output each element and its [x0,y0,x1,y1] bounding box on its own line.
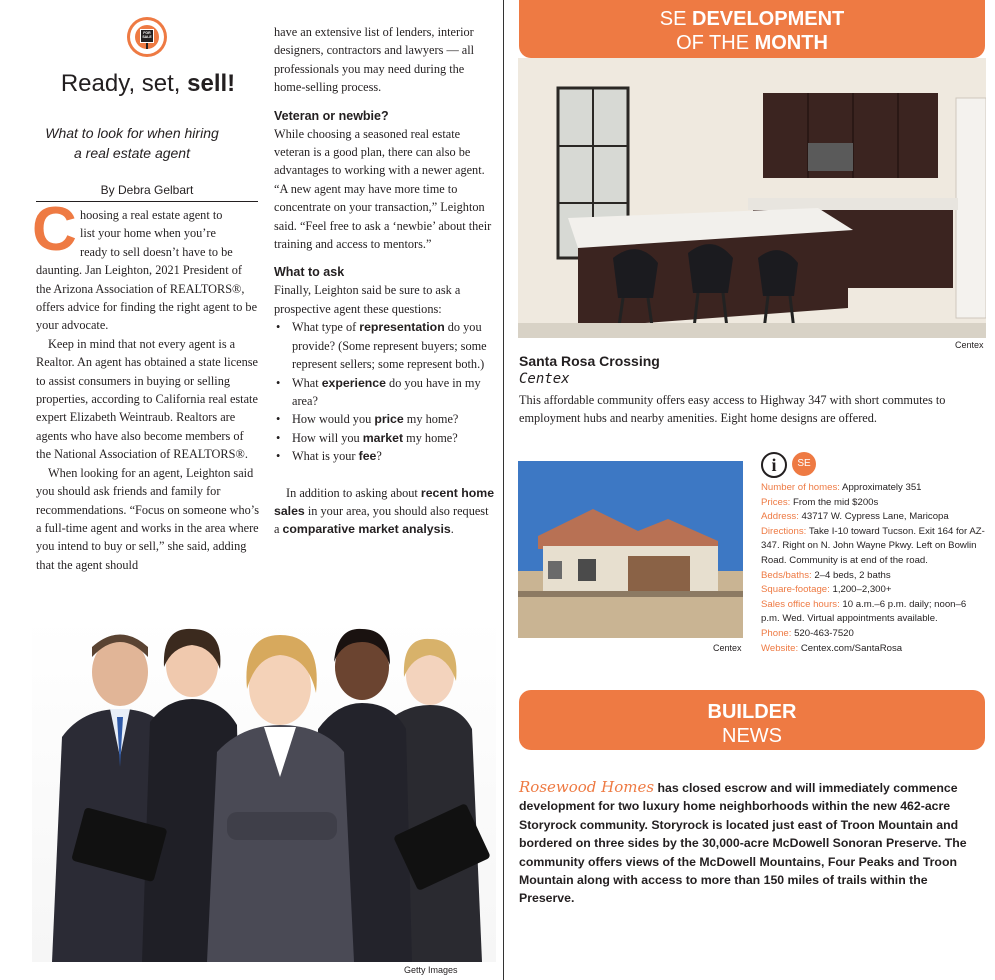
builder-news-text: Rosewood Homes has closed escrow and will immediately commence development for two luxury home neighborhoods within the new 462-acre Storyrock community. Storyrock is located just east of Troon Mountain and bordered on three sides by the 30,000-acre McDowell Sonoran Preserve. The community offers views of the McDowell Mountains, Four Peaks and Troon Mountain along with access to more than 150 miles of trails within the Preserve. [519,778,967,906]
info-row: Directions: Take I-10 toward Tucson. Exit 164 for AZ-347. Right on N. John Wayne Pkwy. Left on Bowlin Road. Community is at end of the road. [761,525,985,566]
paragraph: When looking for an agent, Leighton said you should ask friends and family for recommendations. “Focus on someone who’s a full-time agent and works in the area where you intend to buy or sell,” she said, adding that the agent should [36,465,260,572]
drop-cap: C [32,195,77,264]
paragraph: daunting. Jan Leighton, 2021 President of the Arizona Association of REALTORS®, offers advice for finding the right agent to be your advocate. [36,263,258,333]
community-info-list [761,481,987,656]
info-row: Number of homes: Approximately 351 [761,482,922,493]
intro-lines: hoosing a real estate agent to list your home when you’re ready to sell doesn’t have to be [80,208,233,259]
page-divider [503,0,504,980]
info-row: Beds/baths: 2–4 beds, 2 baths [761,569,891,581]
paragraph: have an extensive list of lenders, interior designers, contractors and lawyers — all professionals you may need during the home-selling process. [274,25,475,95]
article-column-2 [274,23,496,539]
list-item: • What is your fee? [274,447,496,465]
photo-credit: Centex [713,643,742,653]
article-column-1 [32,195,260,574]
info-row: Phone: 520-463-7520 [761,627,854,639]
paragraph: While choosing a seasoned real estate veteran is a good plan, there can also be advantages to working with a newer agent. “A new agent may have more time to concentrate on your transaction,” Leighton said. “Feel free to ask a ‘newbie’ about their training and access to mentors.” [274,126,492,252]
list-item: • How will you market my home? [274,429,496,447]
kitchen-photo [518,58,986,338]
for-sale-sign-icon: FOR SALE [127,17,167,57]
business-team-photo [32,617,496,962]
builder-script-name: Centex [519,371,570,387]
community-description: This affordable community offers easy access to Highway 347 with short commutes to employment hubs and nearby amenities. Eight home designs are offered. [519,393,946,426]
byline: By Debra Gelbart [100,183,194,197]
paragraph: Keep in mind that not every agent is a Realtor. An agent has obtained a state license to assist consumers in buying or selling properties, according to California real estate expert Elizabeth Weintraub. Realtors are agents who have also become members of the National Association of REALTORS®. [36,336,258,462]
development-banner: SE DEVELOPMENT OF THE MONTH [519,0,985,58]
list-item: • What type of representation do you provide? (Some represent buyers; some represent sellers; some represent both.) [274,318,496,373]
community-name: Santa Rosa Crossing [519,353,660,369]
paragraph: In addition to asking about recent home sales in your area, you should also request a comparative market analysis. [274,485,495,537]
question-list [274,318,496,465]
list-item: • What experience do you have in my area? [274,374,496,411]
builder-script-name: Rosewood Homes [519,778,655,796]
subhead: What to look for when hiring a real estate agent [45,125,219,161]
photo-credit: Getty Images [404,965,458,975]
info-row: Website: Centex.com/SantaRosa [761,642,903,654]
section-heading: Veteran or newbie? [274,108,389,123]
page-title: Ready, set, sell! [60,70,236,97]
photo-credit: Centex [955,340,984,350]
info-row: Sales office hours: 10 a.m.–6 p.m. daily; noon–6 p.m. Wed. Virtual appointments available. [761,598,967,625]
builder-news-banner: BUILDER NEWS [519,690,985,750]
info-row: Square-footage: 1,200–2,300+ [761,584,892,596]
info-row: Prices: From the mid $200s [761,496,879,508]
list-item: • How would you price my home? [274,410,496,428]
section-heading: What to ask [274,265,345,280]
info-icon: i [761,452,787,478]
se-badge-icon: SE [792,452,816,476]
paragraph: Finally, Leighton said be sure to ask a prospective agent these questions: [274,283,461,316]
house-photo [518,461,743,638]
info-row: Address: 43717 W. Cypress Lane, Maricopa [761,511,949,523]
